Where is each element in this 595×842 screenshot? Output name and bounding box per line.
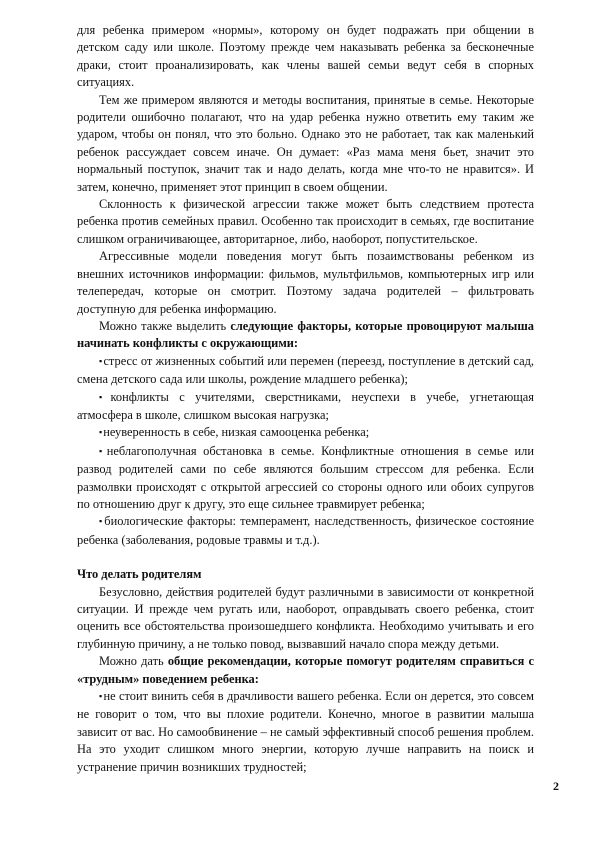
list-item-text: биологические факторы: темперамент, наследственность, физическое состояние ребенка (заболевания, родовые травмы и т.д.).: [77, 514, 534, 547]
paragraph-factors-intro: [77, 318, 534, 353]
recommendations-intro-text: Можно дать: [99, 654, 168, 669]
paragraph-protest: Склонность к физической агрессии также может быть следствием протеста ребенка против семейных правил. Особенно так происходит в семьях, где воспитание слишком ограничивающее, авторитарное, либо, наоборот, попустительское.: [77, 197, 534, 246]
factors-intro-bold: следующие факторы, которые провоцируют малыша начинать конфликты с окружающими:: [77, 318, 535, 351]
paragraph-actions: Безусловно, действия родителей будут различными в зависимости от конкретной ситуации. И прежде чем ругать или, наоборот, оправдывать своего ребенка, стоит оценить все обстоятельства произошедшего конфликта. Необходимо учитывать и его глубинную причину, а не только повод, вызвавший начало спора между детьми.: [77, 584, 534, 651]
page-number: 2: [553, 779, 559, 793]
list-item: [77, 424, 534, 442]
list-item-text: неблагополучная обстановка в семье. Конфликтные отношения в семье или развод родителей сами по себе являются большим стрессом для ребенка. Если размолвки происходят с открытой агрессией со стороны одного или обоих супругов по отношению друг к другу, это еще сильнее травмирует ребенка;: [77, 443, 534, 511]
paragraph-upbringing-methods: Тем же примером являются и методы воспитания, принятые в семье. Некоторые родители ошибочно полагают, что на удар ребенка нужно ответить ему таким же ударом, чтобы он понял, что это больно. Однако это не работает, так как маленький ребенок рассуждает совсем иначе. Он думает: «Раз мама меня бьет, значит это нормальный поступок, значит так и надо делать, когда мне что-то не нравится». И затем, конечно, применяет этот принцип в своем общении.: [77, 92, 534, 194]
page-body: [77, 22, 534, 776]
list-item: [77, 688, 534, 776]
list-item: [77, 389, 534, 425]
list-item-text: неуверенность в себе, низкая самооценка ребенка;: [103, 425, 370, 440]
list-item-text: стресс от жизненных событий или перемен (переезд, поступление в детский сад, смена детского сада или школы, рождение младшего ребенка);: [77, 353, 534, 387]
paragraph-continuation: для ребенка примером «нормы», которому он будет подражать при общении в детском саду или школе. Поэтому прежде чем наказывать ребенка за бесконечные драки, стоит проанализировать, как члены вашей семьи ведут себя в спорных ситуациях.: [77, 23, 534, 90]
section-heading: Что делать родителям: [77, 567, 202, 582]
factors-intro-text: Можно также выделить: [99, 318, 231, 333]
list-item-text: конфликты с учителями, сверстниками, неуспехи в учебе, угнетающая атмосфера в школе, слишком высокая нагрузка;: [77, 389, 534, 422]
bullet-icon: [99, 390, 111, 404]
list-item-text: не стоит винить себя в драчливости вашего ребенка. Если он дерется, это совсем не говорит о том, что вы плохие родители. Конечно, многое в развитии малыша зависит от вас. Но самообвинение – не самый эффективный способ решения проблем. На это уходит слишком много энергии, которую лучше направить на поиск и устранение причин возникших трудностей;: [77, 689, 534, 774]
list-item: [77, 443, 534, 514]
paragraph-recommendations-intro: [77, 653, 534, 688]
bullet-icon: [99, 444, 107, 458]
recommendations-intro-bold: общие рекомендации, которые помогут родителям справиться с «трудным» поведением ребенка:: [77, 654, 535, 686]
paragraph-media-models: Агрессивные модели поведения могут быть позаимствованы ребенком из внешних источников информации: фильмов, мультфильмов, компьютерных игр или телепередач, которые он смотрит. Поэтому задача родителей – фильтровать доступную для ребенка информацию.: [77, 249, 534, 316]
list-item: [77, 353, 534, 389]
list-item: [77, 513, 534, 549]
